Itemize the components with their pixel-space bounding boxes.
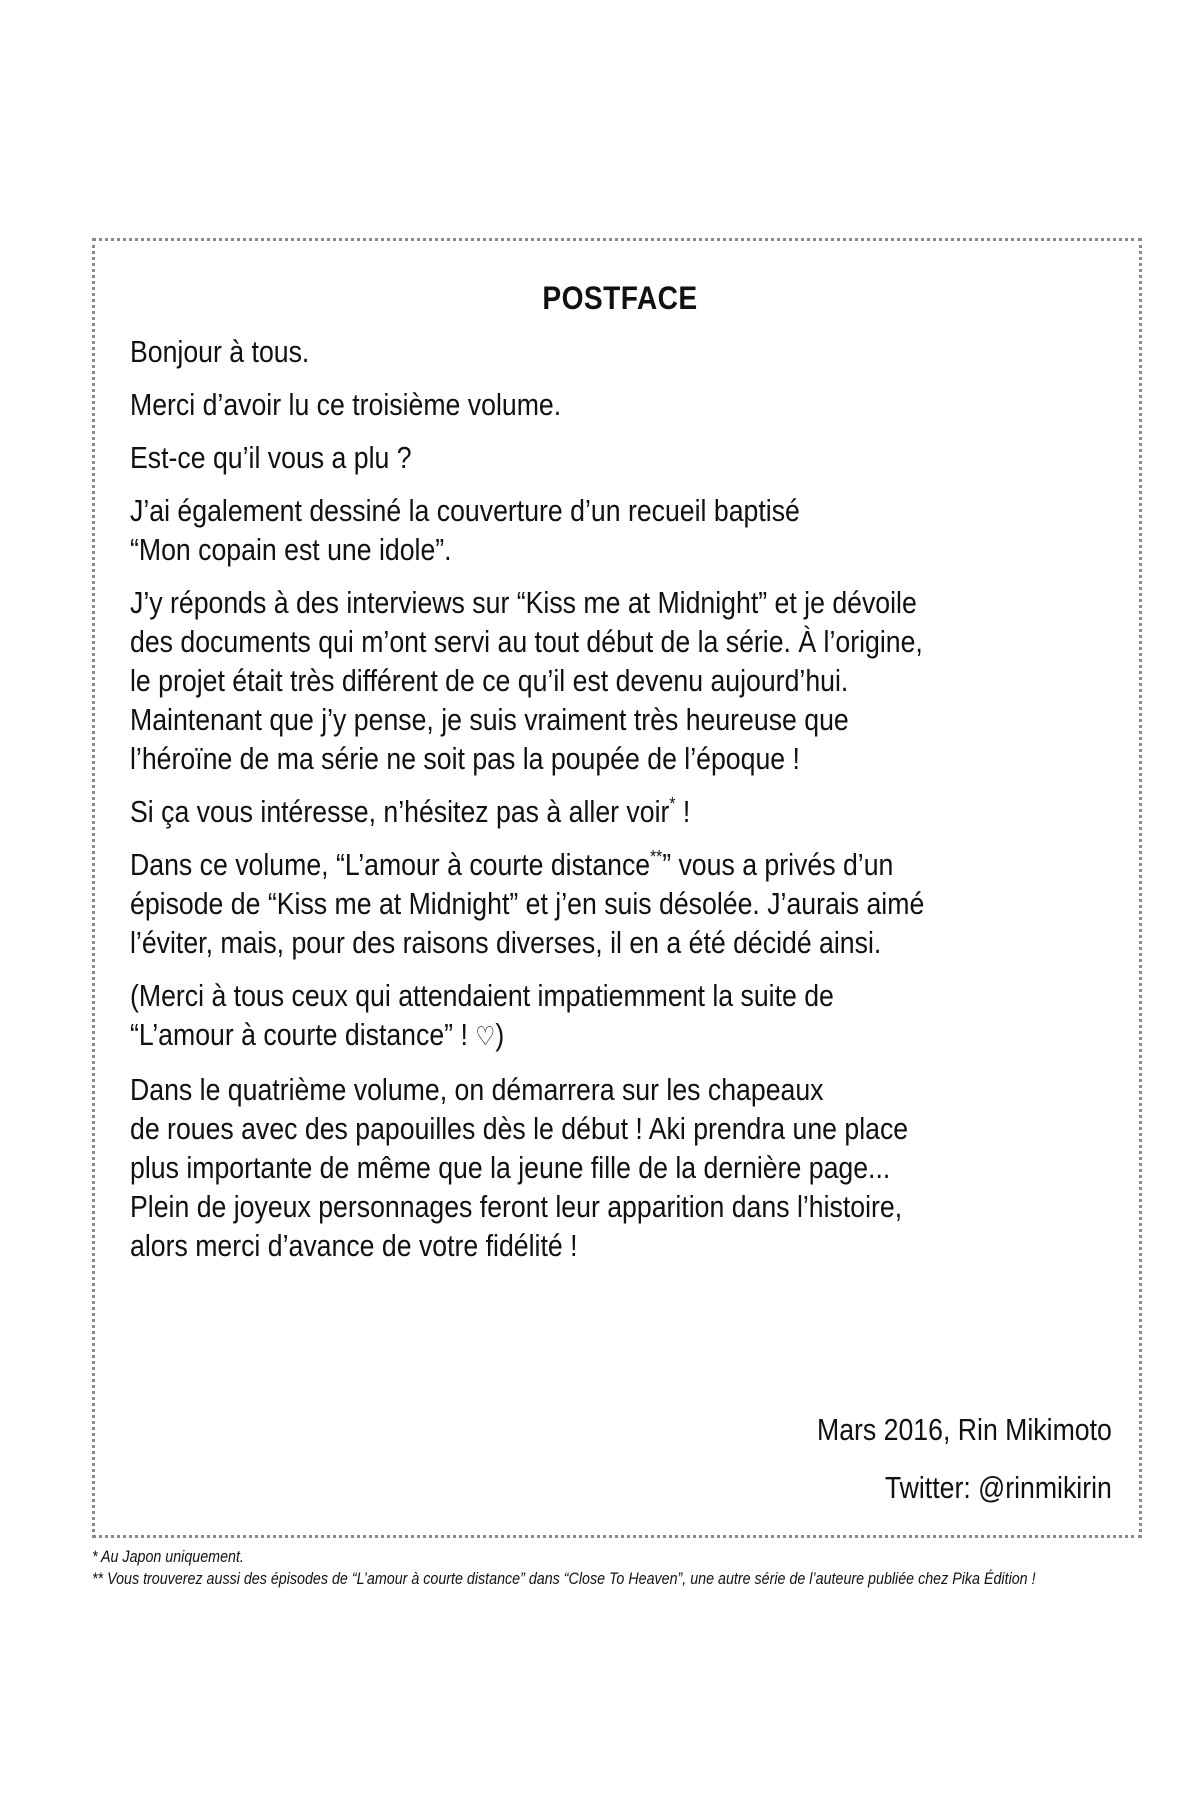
- signature-date-author: Mars 2016, Rin Mikimoto: [817, 1412, 1112, 1447]
- text-line: l’éviter, mais, pour des raisons diverses, il en a été décidé ainsi.: [130, 925, 882, 960]
- footnote-2: ** Vous trouverez aussi des épisodes de “L’amour à courte distance” dans “Close To Heaven”, une autre série de l’auteure publiée chez Pika Édition !: [92, 1569, 1036, 1588]
- text-line: le projet était très différent de ce qu’il est devenu aujourd’hui.: [130, 663, 849, 698]
- footnote-1: * Au Japon uniquement.: [92, 1547, 244, 1566]
- paragraph-greeting: [130, 332, 1042, 371]
- text-line: Plein de joyeux personnages feront leur apparition dans l’histoire,: [130, 1189, 903, 1224]
- text-line: plus importante de même que la jeune fille de la dernière page...: [130, 1150, 891, 1185]
- text-line: Maintenant que j’y pense, je suis vraiment très heureuse que: [130, 702, 849, 737]
- text-line: l’héroïne de ma série ne soit pas la poupée de l’époque !: [130, 741, 800, 776]
- text-fragment: !: [675, 794, 691, 829]
- text-fragment: Dans ce volume, “L’amour à courte distance: [130, 847, 651, 882]
- text-line: J’y réponds à des interviews sur “Kiss me at Midnight” et je dévoile: [130, 585, 917, 620]
- text-line: Merci d’avoir lu ce troisième volume.: [130, 387, 562, 422]
- text-fragment: “L’amour à courte distance” !: [130, 1017, 476, 1052]
- paragraph-cover: [130, 491, 1042, 569]
- signature-twitter: Twitter: @rinmikirin: [884, 1470, 1112, 1505]
- signature: [817, 1401, 1112, 1517]
- text-line: [130, 792, 1042, 831]
- postface-body: [130, 332, 1042, 1279]
- text-fragment: ): [495, 1017, 505, 1052]
- footnotes: [92, 1546, 1036, 1590]
- text-line: Est-ce qu’il vous a plu ?: [130, 440, 412, 475]
- paragraph-interviews: [130, 583, 1042, 778]
- text-fragment: ” vous a privés d’un: [662, 847, 894, 882]
- text-line: [130, 845, 1042, 884]
- paragraph-see-more: [130, 792, 1042, 831]
- paragraph-apology: [130, 845, 1042, 962]
- text-line: “Mon copain est une idole”.: [130, 532, 452, 567]
- heart-icon: ♡: [475, 1021, 496, 1051]
- paragraph-question: [130, 438, 1042, 477]
- text-line: J’ai également dessiné la couverture d’un recueil baptisé: [130, 493, 800, 528]
- text-line: [130, 1015, 1042, 1056]
- text-fragment: Si ça vous intéresse, n’hésitez pas à aller voir: [130, 794, 670, 829]
- text-line: des documents qui m’ont servi au tout début de la série. À l’origine,: [130, 624, 923, 659]
- paragraph-aside: [130, 976, 1042, 1056]
- paragraph-thanks: [130, 385, 1042, 424]
- text-line: alors merci d’avance de votre fidélité !: [130, 1228, 578, 1263]
- text-line: épisode de “Kiss me at Midnight” et j’en suis désolée. J’aurais aimé: [130, 886, 925, 921]
- text-line: Bonjour à tous.: [130, 334, 310, 369]
- page-title: POSTFACE: [542, 280, 698, 316]
- footnote-mark: **: [650, 847, 663, 867]
- footnote-mark: *: [669, 794, 676, 814]
- text-line: de roues avec des papouilles dès le début ! Aki prendra une place: [130, 1111, 909, 1146]
- paragraph-next-volume: [130, 1070, 1042, 1265]
- text-line: Dans le quatrième volume, on démarrera sur les chapeaux: [130, 1072, 824, 1107]
- text-line: (Merci à tous ceux qui attendaient impatiemment la suite de: [130, 978, 834, 1013]
